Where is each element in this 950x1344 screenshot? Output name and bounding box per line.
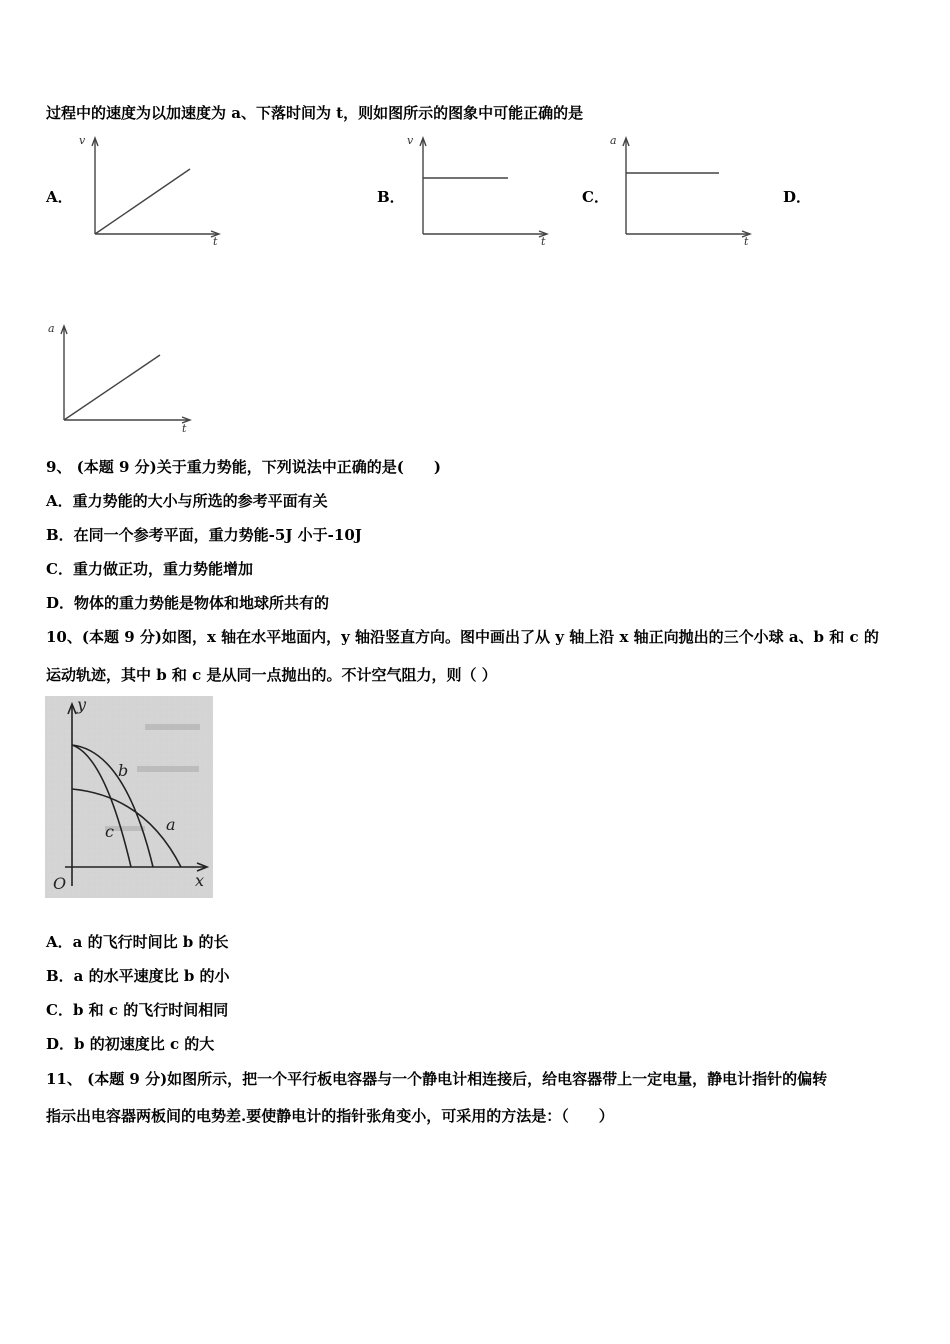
graph-b-x-label: t bbox=[541, 235, 546, 248]
graph-a-x-label: t bbox=[213, 235, 218, 248]
q8-option-a-label: A． bbox=[46, 188, 73, 206]
figure-origin-label: O bbox=[53, 874, 67, 893]
q8-option-d-label: D． bbox=[783, 188, 812, 206]
graph-b-v-t bbox=[403, 132, 553, 247]
graph-c-y-label: a bbox=[610, 134, 617, 147]
q9-option-d: D．物体的重力势能是物体和地球所共有的 bbox=[46, 594, 330, 612]
graph-b-y-label: v bbox=[407, 134, 414, 147]
q10-option-a: A．a 的飞行时间比 b 的长 bbox=[46, 933, 229, 951]
graph-d-x-label: t bbox=[182, 422, 187, 435]
graph-c-a-t bbox=[606, 132, 756, 247]
question-8-stem-tail: 过程中的速度为以加速度为 a、下落时间为 t，则如图所示的图象中可能正确的是 bbox=[46, 104, 584, 122]
q9-option-a: A．重力势能的大小与所选的参考平面有关 bbox=[46, 492, 328, 510]
graph-c-x-label: t bbox=[744, 235, 749, 248]
figure-y-label: y bbox=[77, 695, 87, 714]
question-11-stem-line-1: 11、 (本题 9 分)如图所示，把一个平行板电容器与一个静电计相连接后，给电容器带上一定电量，静电计指针的偏转 bbox=[46, 1070, 828, 1088]
question-9-stem: 9、 (本题 9 分)关于重力势能，下列说法中正确的是( ) bbox=[46, 458, 441, 476]
q9-option-b: B．在同一个参考平面，重力势能-5J 小于-10J bbox=[46, 526, 362, 544]
projectile-trajectory-figure bbox=[45, 696, 213, 898]
question-10-stem-line-1: 10、(本题 9 分)如图，x 轴在水平地面内，y 轴沿竖直方向。图中画出了从 y 轴上沿 x 轴正向抛出的三个小球 a、b 和 c 的 bbox=[46, 628, 879, 646]
figure-label-c: c bbox=[105, 822, 114, 841]
figure-x-label: x bbox=[195, 871, 205, 890]
graph-a-line bbox=[95, 169, 190, 234]
figure-label-b: b bbox=[118, 761, 129, 780]
figure-label-a: a bbox=[166, 815, 176, 834]
graph-d-y-label: a bbox=[48, 322, 55, 335]
q10-option-d: D．b 的初速度比 c 的大 bbox=[46, 1035, 215, 1053]
graph-d-line bbox=[64, 355, 160, 420]
graph-a-y-label: v bbox=[79, 134, 86, 147]
q10-option-c: C．b 和 c 的飞行时间相同 bbox=[46, 1001, 229, 1019]
graph-a-v-t bbox=[75, 132, 225, 247]
question-11-stem-line-2: 指示出电容器两板间的电势差.要使静电计的指针张角变小，可采用的方法是：（ ） bbox=[46, 1107, 614, 1125]
q10-option-b: B．a 的水平速度比 b 的小 bbox=[46, 967, 230, 985]
graph-d-a-t bbox=[44, 320, 199, 435]
question-10-stem-line-2: 运动轨迹，其中 b 和 c 是从同一点抛出的。不计空气阻力，则（ ） bbox=[46, 666, 497, 684]
q8-option-c-label: C． bbox=[582, 188, 609, 206]
q9-option-c: C．重力做正功，重力势能增加 bbox=[46, 560, 253, 578]
q8-option-b-label: B． bbox=[377, 188, 405, 206]
